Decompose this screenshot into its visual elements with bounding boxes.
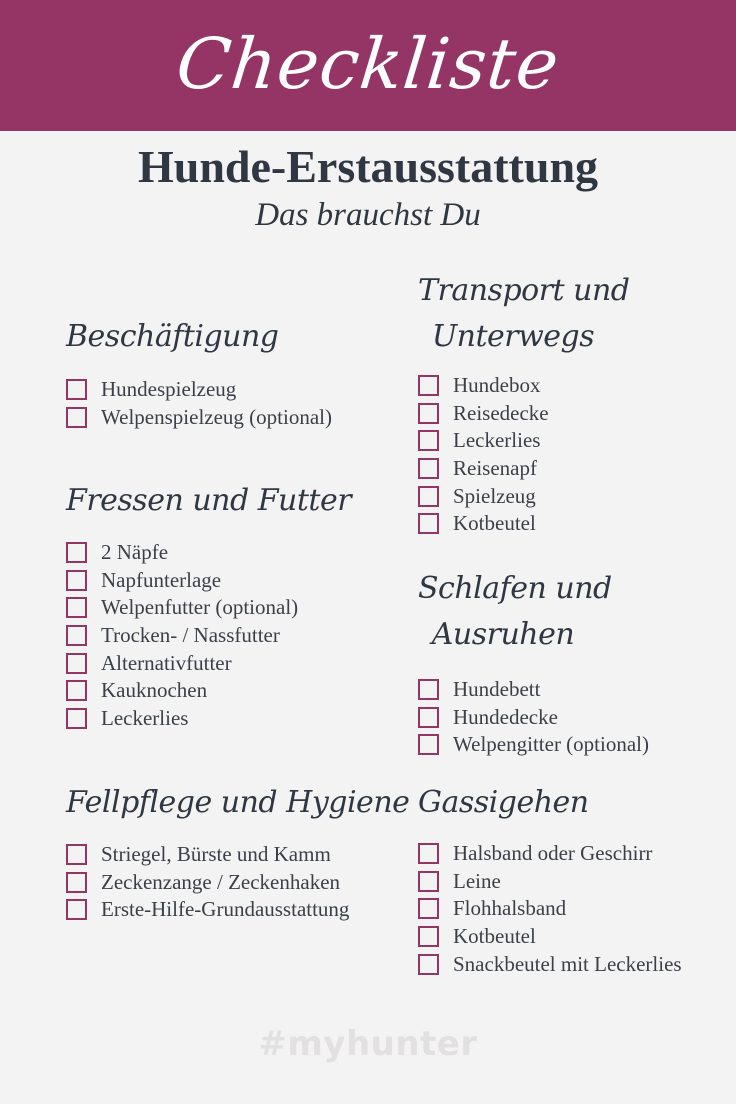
- item-label: Welpenfutter (optional): [101, 595, 299, 620]
- checkbox[interactable]: [66, 570, 87, 591]
- checkbox[interactable]: [66, 597, 87, 618]
- list-item: [418, 950, 682, 978]
- item-label: Trocken- / Nassfutter: [101, 623, 280, 648]
- checklist: [418, 372, 608, 538]
- checkbox[interactable]: [66, 542, 87, 563]
- item-label: Welpengitter (optional): [453, 732, 649, 757]
- checkbox[interactable]: [66, 379, 87, 400]
- checkbox[interactable]: [66, 844, 87, 865]
- list-item: [418, 704, 588, 732]
- section-heading: Fellpflege und Hygiene: [66, 785, 410, 820]
- list-item: [66, 539, 351, 567]
- checkbox[interactable]: [418, 954, 439, 975]
- footer-logo: #myhunter: [258, 1024, 478, 1064]
- section-heading: Gassigehen: [418, 785, 589, 820]
- list-item: [66, 677, 351, 705]
- item-label: Leckerlies: [453, 428, 541, 453]
- item-label: Welpenspielzeug (optional): [101, 404, 332, 429]
- section-beschaeftigung: [66, 314, 332, 431]
- checkbox[interactable]: [66, 872, 87, 893]
- item-label: Striegel, Bürste und Kamm: [101, 842, 331, 867]
- item-label: Kotbeutel: [453, 511, 536, 536]
- list-item: [66, 705, 351, 733]
- item-label: Reisenapf: [453, 456, 537, 481]
- item-label: Spielzeug: [453, 483, 536, 508]
- item-label: Snackbeutel mit Leckerlies: [453, 951, 682, 976]
- checkbox[interactable]: [418, 403, 439, 424]
- section-heading-line1: Transport und: [418, 273, 630, 308]
- checklist: [66, 376, 332, 431]
- checkbox[interactable]: [418, 843, 439, 864]
- checkbox[interactable]: [418, 898, 439, 919]
- item-label: Hundespielzeug: [101, 377, 237, 402]
- list-item: [418, 731, 649, 759]
- item-label: Hundedecke: [453, 704, 558, 729]
- list-item: [66, 376, 332, 404]
- item-label: Hundebett: [453, 677, 541, 702]
- checklist: [66, 539, 351, 732]
- list-item: [66, 622, 351, 650]
- list-item: [418, 923, 682, 951]
- item-label: Flohhalsband: [453, 896, 567, 921]
- checkbox[interactable]: [418, 486, 439, 507]
- checkbox[interactable]: [418, 430, 439, 451]
- list-item: [66, 594, 351, 622]
- checkbox[interactable]: [66, 680, 87, 701]
- checkbox[interactable]: [418, 458, 439, 479]
- list-item: [418, 895, 682, 923]
- checkbox[interactable]: [418, 734, 439, 755]
- section-heading-line1: Schlafen und: [418, 571, 612, 606]
- checkbox[interactable]: [66, 625, 87, 646]
- list-item: [66, 404, 332, 432]
- checkbox[interactable]: [66, 708, 87, 729]
- list-item: [418, 510, 608, 538]
- list-item: [418, 676, 588, 704]
- item-label: Reisedecke: [453, 400, 549, 425]
- checkbox[interactable]: [418, 707, 439, 728]
- list-item: [418, 372, 608, 400]
- checkbox[interactable]: [418, 679, 439, 700]
- section-fellpflege: [66, 780, 409, 924]
- section-transport: [418, 268, 630, 538]
- section-heading-line2: Ausruhen: [431, 617, 575, 652]
- section-heading-line2: Unterwegs: [431, 319, 595, 354]
- checkbox[interactable]: [66, 653, 87, 674]
- list-item: [418, 868, 682, 896]
- list-item: [418, 400, 608, 428]
- item-label: Kauknochen: [101, 678, 208, 703]
- item-label: 2 Näpfe: [101, 540, 169, 565]
- checklist: [418, 840, 682, 978]
- item-label: Leckerlies: [101, 705, 189, 730]
- checkbox[interactable]: [418, 513, 439, 534]
- checkbox[interactable]: [418, 375, 439, 396]
- list-item: [66, 869, 409, 897]
- list-item: [418, 482, 608, 510]
- checklist: [418, 676, 649, 759]
- list-item: [66, 567, 351, 595]
- checkbox[interactable]: [66, 407, 87, 428]
- item-label: Kotbeutel: [453, 924, 536, 949]
- page-subtitle: Das brauchst Du: [255, 197, 481, 233]
- item-label: Napfunterlage: [101, 567, 222, 592]
- item-label: Hundebox: [453, 373, 541, 398]
- checkbox[interactable]: [418, 871, 439, 892]
- checklist: [66, 841, 409, 924]
- list-item: [418, 427, 608, 455]
- item-label: Halsband oder Geschirr: [453, 841, 653, 866]
- checkbox[interactable]: [418, 926, 439, 947]
- item-label: Leine: [453, 868, 501, 893]
- item-label: Alternativfutter: [101, 650, 232, 675]
- section-heading: Beschäftigung: [66, 319, 279, 354]
- item-label: Erste-Hilfe-Grundausstattung: [101, 897, 350, 922]
- list-item: [66, 649, 351, 677]
- checkbox[interactable]: [66, 899, 87, 920]
- list-item: [66, 896, 409, 924]
- header-band: [0, 0, 736, 131]
- list-item: [66, 841, 409, 869]
- section-heading: Fressen und Futter: [66, 483, 352, 518]
- list-item: [418, 455, 608, 483]
- page-title: Hunde-Erstausstattung: [137, 141, 599, 192]
- header-banner-title: Checkliste: [172, 22, 564, 105]
- item-label: Zeckenzange / Zeckenhaken: [101, 869, 341, 894]
- section-gassigehen: [418, 780, 682, 978]
- section-schlafen: [418, 566, 649, 759]
- section-fressen: [66, 478, 351, 732]
- list-item: [418, 840, 682, 868]
